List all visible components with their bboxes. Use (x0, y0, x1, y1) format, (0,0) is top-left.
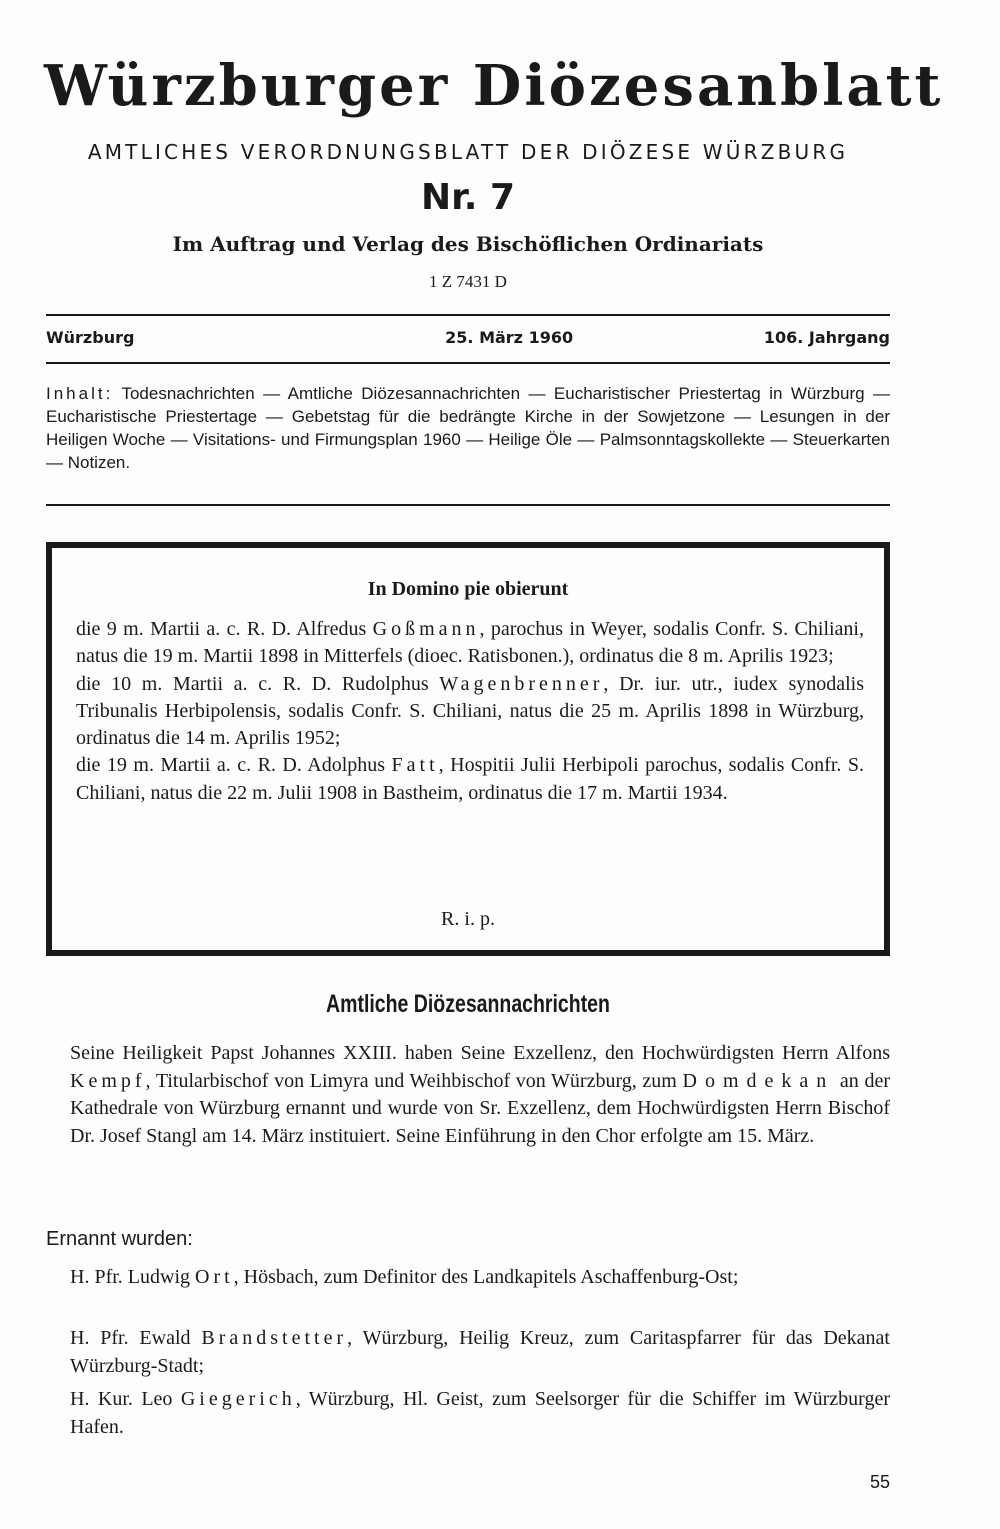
appointment-text: , Würzburg, Hl. Geist, zum Seelsorger für die Schiffer im Würzburger Hafen. (70, 1388, 890, 1438)
obituary-entry-text: die 19 m. Martii a. c. R. D. Adolphus (76, 754, 392, 777)
obituary-closing: R. i. p. (441, 908, 495, 930)
appointed-label: Ernannt wurden: (46, 1228, 193, 1250)
appointment-text: H. Pfr. Ludwig (70, 1266, 195, 1288)
appointment-text: H. Pfr. Ewald (70, 1327, 202, 1349)
obituary-box (46, 542, 890, 956)
obituary-heading: In Domino pie obierunt (367, 578, 569, 600)
appointment-name: Ort (195, 1266, 234, 1288)
table-of-contents (46, 382, 890, 474)
dateline-place: Würzburg (46, 328, 135, 347)
dateline-date: 25. März 1960 (445, 328, 574, 347)
appointment-name: Giegerich (180, 1388, 296, 1410)
header-rule-top (46, 314, 890, 316)
issue-number: Nr. 7 (420, 177, 515, 218)
appointment-item (70, 1325, 890, 1380)
obituary-entry-name: Wagenbrenner (439, 672, 604, 695)
publisher-line: Im Auftrag und Verlag des Bischöflichen Ordinariats (172, 232, 764, 256)
appointment-name: Brandstetter (201, 1327, 348, 1349)
obituary-entry-text: , parochus in Weyer, sodalis Confr. S. Chiliani, natus die 19 m. Martii 1898 in Mitterfels (dioec. Ratisbonen.), ordinatus die 8 m. Aprilis 1923; (76, 618, 864, 668)
announcement-paragraph (70, 1040, 890, 1150)
obituary-entry (76, 616, 864, 671)
announcement-name: Kempf (70, 1069, 146, 1092)
issn-line: 1 Z 7431 D (429, 272, 507, 291)
obituary-entry-text: , Dr. iur. utr., iudex synodalis Tribunalis Herbipolensis, sodalis Confr. S. Chiliani, natus die 25 m. Aprilis 1898 in Würzburg, ordinatus die 14 m. Aprilis 1952; (76, 672, 865, 750)
appointment-item (70, 1386, 890, 1441)
obituary-body (76, 616, 864, 807)
announcement-text: , Titularbischof von Limyra und Weihbischof von Würzburg, zum (145, 1069, 683, 1092)
masthead-subtitle: AMTLICHES VERORDNUNGSBLATT DER DIÖZESE WÜRZBURG (87, 140, 849, 164)
contents-rule (46, 504, 890, 506)
obituary-entry-text: , Hospitii Julii Herbipoli parochus, sodalis Confr. S. Chiliani, natus die 22 m. Julii 1908 in Bastheim, ordinatus die 17 m. Martii 1934. (76, 754, 864, 804)
appointment-text: , Hösbach, zum Definitor des Landkapitels Aschaffenburg-Ost; (233, 1266, 739, 1288)
announcement-text: an der Kathedrale von Würzburg ernannt und wurde von Sr. Exzellenz, dem Hochwürdigsten Herrn Bischof Dr. Josef Stangl am 14. März instituiert. Seine Einführung in den Chor erfolgte am 15. März. (70, 1069, 890, 1147)
appointment-item (70, 1264, 890, 1292)
dateline (46, 328, 890, 347)
header-rule-bottom (46, 362, 890, 364)
obituary-entry-name: Goßmann (372, 618, 480, 640)
masthead-title: Würzburger Diözesanblatt (44, 53, 944, 119)
obituary-entry (76, 671, 864, 753)
announcement-text: Seine Heiligkeit Papst Johannes XXIII. haben Seine Exzellenz, den Hochwürdigsten Herrn Alfons (70, 1042, 890, 1064)
section-heading: Amtliche Diözesannachrichten (326, 990, 610, 1018)
appointment-text: , Würzburg, Heilig Kreuz, zum Caritaspfarrer für das Dekanat Würzburg-Stadt; (70, 1327, 890, 1377)
announcement-title: Domdekan (682, 1069, 835, 1092)
appointment-text: H. Kur. Leo (70, 1388, 181, 1410)
obituary-entry (76, 752, 864, 807)
page-number: 55 (869, 1472, 890, 1492)
dateline-volume: 106. Jahrgang (763, 328, 890, 347)
contents-label: Inhalt: (46, 384, 114, 403)
obituary-entry-name: Fatt (391, 754, 439, 777)
obituary-entry-text: die 9 m. Martii a. c. R. D. Alfredus (76, 618, 373, 640)
contents-text: Todesnachrichten — Amtliche Diözesannachrichten — Eucharistischer Priestertag in Würzburg — Eucharistische Priestertage — Gebetstag für die bedrängte Kirche in der Sowjetzone — Lesungen in der Heiligen Woche — Visitations- und Firmungsplan 1960 — Heilige Öle — Palmsonntagskollekte — Steuerkarten — Notizen. (46, 384, 890, 472)
obituary-entry-text: die 10 m. Martii a. c. R. D. Rudolphus (76, 672, 440, 695)
